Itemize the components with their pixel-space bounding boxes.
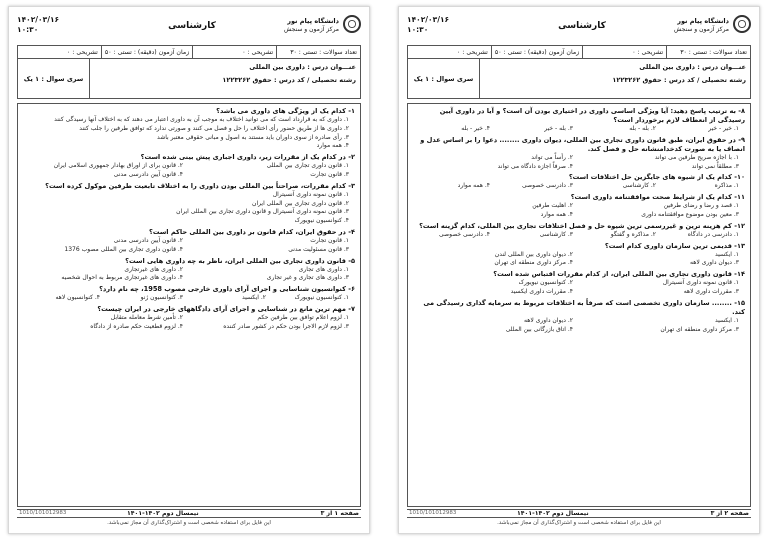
questions-area [17,103,361,507]
question-text: ۴- در حقوق ایران، کدام قانون بر داوری بین المللی حاکم است؟ [149,227,355,236]
field-code: رشته تحصیلی / کد درس : حقوق ۱۲۲۳۲۶۲ [222,76,356,84]
university-name [639,17,729,34]
answer-option: ۴. مقررات داوری ایکسید [510,287,573,295]
question-text: ۱- کدام یک از ویژگی های داوری می باشد؟ [216,107,355,115]
answer-option: ۲. ایکسید [241,294,266,302]
question-item [413,299,745,335]
essay-count: تشریحی : ۰ [192,46,276,58]
answer-option: ۳. دادرسی خصوصی [522,182,573,190]
answer-options [23,191,355,226]
essay-count: تشریحی : ۰ [582,46,666,58]
answer-option: ۲. تأمین شرط معامله متقابل [110,313,183,321]
course-title: عنـــوان درس : داوری بین المللی [249,63,356,71]
page-footer [17,509,361,529]
answer-option: ۳. مقررات داوری لاهه [683,287,739,295]
answer-option: ۳. رأی صادره از سوی داوران باید مستند به اصول و مبانی حقوقی معتبر باشد [157,133,349,141]
question-item [23,285,355,303]
university-title: دانشگاه پیام نور [287,17,339,25]
answer-option: ۲. دیوان داوری لاهه [523,316,573,324]
answer-option: ۴. قانون آیین دادرسی مدنی [113,170,183,178]
answer-option: ۱. ایکسید [714,316,739,324]
exam-page-2 [398,6,760,534]
exam-code: 1010/101012983 [409,510,457,516]
answer-option: ۲. قانون برای از اوراق بهادار جمهوری اسلامی ایران [53,162,183,170]
answer-option: ۳. کنوانسیون ژنو [140,294,183,302]
essay-duration: تشریحی : ۰ [67,49,98,56]
question-item [23,153,355,180]
exam-info-box [17,45,361,99]
answer-option: ۱. لزوم اعلام توافق بین طرفین حکم [257,313,349,321]
question-text: ۱۳- قدیمی ترین سازمان داوری کدام است؟ [604,241,745,250]
answer-option: ۴. همه موارد [316,142,349,150]
university-name [249,17,339,34]
question-text: ۶- کنوانسیون شناسایی و اجرای آرای داوری خارجی مصوب 1958، چه نام دارد؟ [99,285,355,294]
answer-option: ۱. ایکسید [714,250,739,258]
answer-options [23,237,355,255]
question-text: ۹- در حقوق ایران، طبق قانون داوری تجاری بین المللی، دیوان داوری ........ دعوا را بر اساس عدل و انصاف یا به صورت کدخدامنشانه حل و فصل کند. [420,135,745,153]
exam-date: ۱۴۰۲/۰۳/۱۶ [17,15,60,24]
answer-option: ۳. دیوان داوری لاهه [689,259,739,267]
question-item [413,173,745,191]
exam-time: ۱۰:۳۰ [407,25,429,34]
exam-date-time [17,15,59,35]
answer-option: ۱. قانون نمونه داوری آنسیترال [272,190,349,198]
semester-label: نیمسال دوم ۱۴۰۲-۱۴۰۱ [517,510,589,517]
exam-time: ۱۰:۳۰ [17,25,39,34]
answer-option: ۲. رأساً می تواند [531,153,573,161]
answer-option: ۳. قانون مسئولیت مدنی [288,245,349,253]
copyright-note: این فایل برای استفاده شخصی است و اشتراک‌گذاری آن مجاز نمی‌باشد. [497,520,661,526]
question-item [413,222,745,240]
essay-duration: تشریحی : ۰ [457,49,488,56]
degree-level: کارشناسی [558,21,606,31]
question-item [23,182,355,226]
question-item [23,305,355,332]
answer-option: ۲. دیوان داوری بین المللی لندن [494,250,573,258]
answer-option: ۲. بله - بله [629,125,656,132]
answer-options [413,202,745,220]
answer-option: ۱. مذاکره [714,182,739,190]
question-item [413,136,745,172]
answer-options [23,314,355,332]
question-text: ۵- قانون داوری تجاری بین المللی ایران، ناظر به چه داوری هایی است؟ [125,256,355,265]
university-logo-icon [343,15,361,33]
answer-option: ۳. لزوم لازم الاجرا بودن حکم در کشور صادر کننده [223,322,349,330]
answer-option: ۱. قانون نمونه داوری آنسیترال [662,279,739,287]
answer-option: ۳. مرکز داوری منطقه ای تهران [660,325,739,333]
answer-option: ۴. همه موارد [540,210,573,218]
answer-option: ۳. کارشناسی [539,230,573,238]
answer-option: ۲. قانون داوری تجاری بین المللی ایران [252,199,349,207]
question-text: ۲- در کدام یک از مقررات زیر، داوری اجباری پیش بینی شده است؟ [140,153,355,162]
answer-option: ۱. با اجازه صریح طرفین می تواند [654,153,739,161]
question-item [23,107,355,151]
answer-options [23,294,355,303]
question-item [23,257,355,284]
answer-options [413,251,745,269]
answer-option: ۱. قانون تجارت [310,236,349,244]
answer-option: ۴. همه موارد [457,182,490,190]
footer-bar [17,509,361,518]
university-center: مرکز آزمون و سنجش [284,26,339,33]
question-series: سری سوال : ۱ یک [18,59,90,98]
answer-option: ۳. قانون نمونه داوری آنسیترال و قانون داوری تجاری بین المللی ایران [176,208,349,216]
page-number: صفحه ۲ از ۳ [710,510,749,517]
field-code: رشته تحصیلی / کد درس : حقوق ۱۲۲۳۲۶۲ [612,76,746,84]
question-text: ۷- مهم ترین مانع در شناسایی و اجرای آرای دادگاههای خارجی در ایران چیست؟ [97,304,355,313]
answer-option: ۴. لزوم قطعیت حکم صادره از دادگاه [90,322,183,330]
university-logo-icon [733,15,751,33]
degree-level: کارشناسی [168,21,216,31]
question-text: ۸- به ترتیب پاسخ دهید: آیا ویژگی اساسی داوری در اختیاری بودن آن است؟ و آیا در داوری آیین رسیدگی از انعطاف لازم برخوردار است؟ [439,107,745,124]
answer-option: ۳. قانون تجارت [310,170,349,178]
semester-label: نیمسال دوم ۱۴۰۲-۱۴۰۱ [127,510,199,517]
answer-options [23,266,355,284]
answer-option: ۴. قانون داوری تجاری بین المللی مصوب 1376 [64,245,183,253]
question-text: ۱۱- کدام یک از شرایط صحت موافقتنامه داوری است؟ [570,193,745,202]
answer-options [23,116,355,151]
answer-option: ۳. مطلقاً نمی تواند [691,162,739,170]
question-count: تعداد سوالات : تستی : ۳۰ [666,46,750,58]
exam-info-box [407,45,751,99]
answer-option: ۲. داوری های غیرتجاری [124,265,183,273]
answer-option: ۱. قانون داوری تجاری بین المللی [266,162,349,170]
exam-date-time [407,15,449,35]
answer-option: ۴. صرفاً اجازه دادگاه می تواند [497,162,573,170]
exam-counts-row [18,46,360,59]
page-footer [407,509,751,529]
exam-date: ۱۴۰۲/۰۳/۱۶ [407,15,450,24]
question-item [413,242,745,269]
exam-code: 1010/101012983 [19,510,67,516]
copyright-note: این فایل برای استفاده شخصی است و اشتراک‌گذاری آن مجاز نمی‌باشد. [107,520,271,526]
university-title: دانشگاه پیام نور [677,17,729,25]
answer-option: ۳. بله - خیر [544,125,573,132]
answer-options [413,154,745,172]
question-text: ۱۰- کدام یک از شیوه های جایگزین حل اختلافات است؟ [568,173,745,182]
answer-option: ۱. کنوانسیون نیویورک [294,294,349,302]
questions-area [407,103,751,507]
answer-option: ۴. کنوانسیون نیویورک [294,217,349,225]
question-item [413,193,745,220]
answer-option: ۴. خیر - بله [461,125,490,132]
answer-option: ۳. معین بودن موضوع موافقتنامه داوری [641,210,739,218]
answer-options [413,231,745,240]
exam-duration: زمان آزمون (دقیقه) : تستی : ۵۰ [101,46,192,58]
question-text: ۱۴- قانون داوری تجاری بین المللی ایران، از کدام مقررات اقتباس شده است؟ [493,270,745,279]
answer-option: ۲. کنوانسیون نیویورک [518,279,573,287]
question-item [23,228,355,255]
answer-option: ۲. داوری ها از طریق حضور رأی اختلاف را حل و فصل می کنند و صورتی ندارد که توافق طرفین را جلب کنند [79,124,349,132]
answer-options [413,279,745,297]
page-header [17,13,361,43]
exam-page-1 [8,6,370,534]
answer-options [413,125,745,134]
answer-option: ۳. داوری های تجاری و غیر تجاری [266,274,349,282]
answer-options [23,162,355,180]
question-text: ۱۲- کم هزینه ترین و غیررسمی ترین شیوه حل و فصل اختلافات تجاری بین المللی، کدام گزینه است؟ [419,221,745,230]
answer-options [413,182,745,191]
question-item [413,270,745,297]
answer-option: ۴. مرکز داوری منطقه ای تهران [494,259,573,267]
answer-options [413,317,745,335]
answer-option: ۲. قانون آیین دادرسی مدنی [113,236,183,244]
university-center: مرکز آزمون و سنجش [674,26,729,33]
answer-option: ۱. دادرسی در دادگاه [687,230,739,238]
question-item [413,107,745,134]
page-number: صفحه ۱ از ۳ [320,510,359,517]
answer-option: ۴. کنوانسیون لاهه [55,294,100,302]
footer-bar [407,509,751,518]
exam-duration: زمان آزمون (دقیقه) : تستی : ۵۰ [491,46,582,58]
course-title: عنـــوان درس : داوری بین المللی [639,63,746,71]
answer-option: ۱. داوری که به قرارداد است که می توانید اختلاف به موجب آن به داوری اعتبار می دهند که به اختلاف آنها رسیدگی کنند [54,116,349,123]
exam-counts-row [408,46,750,59]
question-series: سری سوال : ۱ یک [408,59,480,98]
answer-option: ۴. دادرسی خصوصی [439,230,490,238]
answer-option: ۱. خیر - خیر [708,125,739,132]
question-text: ۱۵- ........ سازمان داوری تخصصی است که صرفاً به اختلافات مربوط به سرمایه گذاری رسیدگی می کند. [423,298,745,316]
answer-option: ۲. کارشناسی [622,182,656,190]
question-count: تعداد سوالات : تستی : ۳۰ [276,46,360,58]
answer-option: ۱. قصد و رضا و رضای طرفین [663,202,739,210]
answer-option: ۴. داوری های غیرتجاری مربوط به احوال شخصیه [61,274,183,282]
answer-option: ۲. مذاکره و گفتگو [610,230,656,238]
question-text: ۳- کدام مقررات، صراحتاً بین المللی بودن داوری را به اختلاف تابعیت طرفین موکول کرده است؟ [45,181,355,190]
answer-option: ۱. داوری های تجاری [298,265,349,273]
answer-option: ۴. اتاق بازرگانی بین المللی [505,325,573,333]
page-header [407,13,751,43]
answer-option: ۲. اهلیت طرفین [532,202,573,210]
